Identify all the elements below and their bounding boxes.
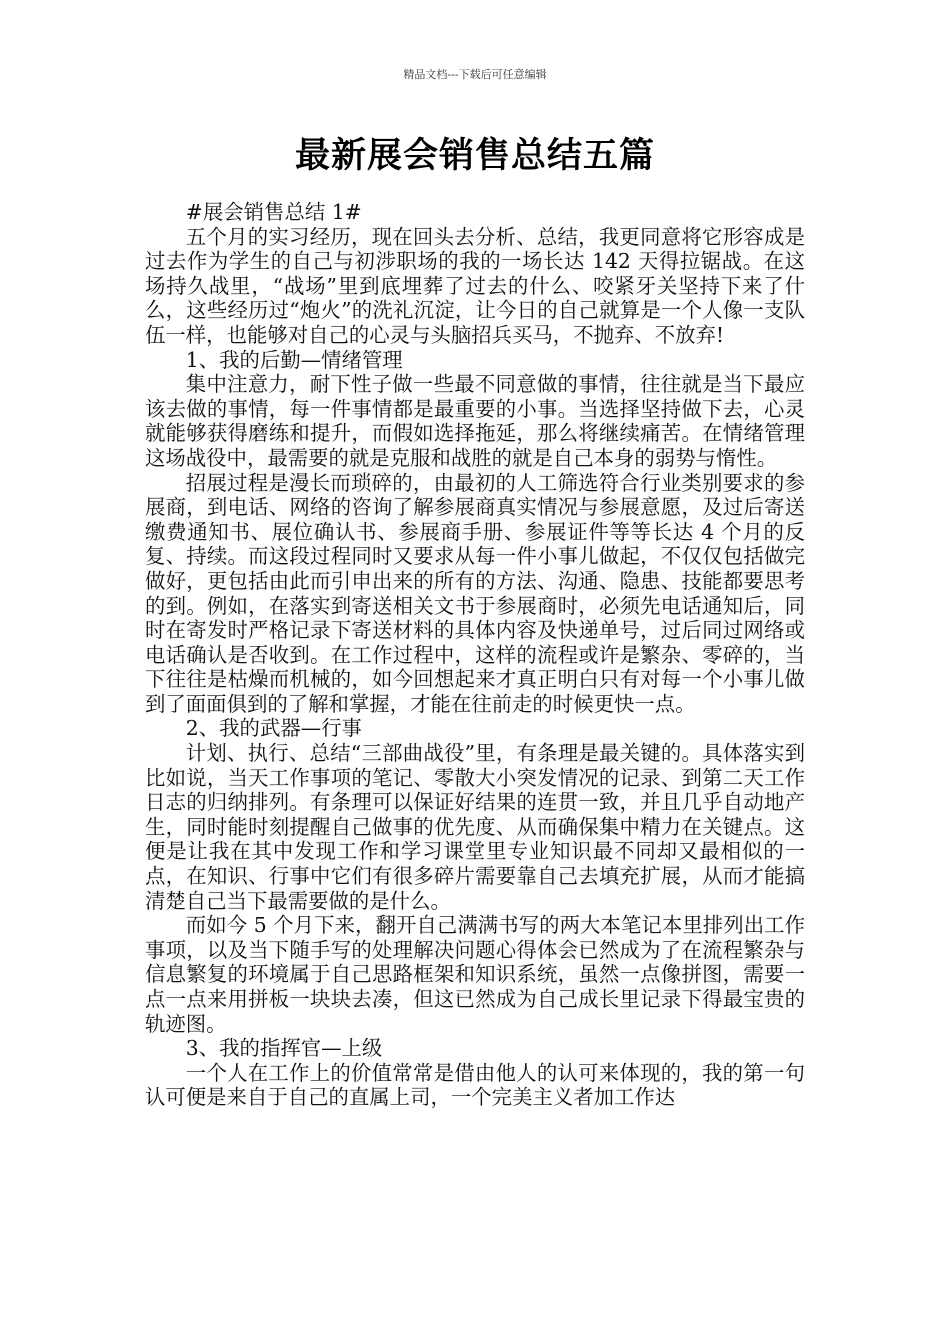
- paragraph: 计划、执行、总结“三部曲战役”里，有条理是最关键的。具体落实到比如说，当天工作事项的笔记、零散大小突发情况的记录、到第二天工作日志的归纳排列。有条理可以保证好结果的连贯一致，并且几乎自动地产生，同时能时刻提醒自己做事的优先度、从而确保集中精力在关键点。这便是让我在其中发现工作和学习课堂里专业知识最不同却又最相似的一点，在知识、行事中它们有很多碎片需要靠自己去填充扩展，从而才能搞清楚自己当下最需要做的是什么。: [145, 741, 805, 913]
- section-heading: 2、我的武器—行事: [185, 716, 362, 741]
- section-heading: 3、我的指挥官—上级: [185, 1036, 383, 1061]
- document-title: 最新展会销售总结五篇: [294, 136, 655, 176]
- section-heading: #展会销售总结 1#: [185, 200, 362, 224]
- paragraph: 五个月的实习经历，现在回头去分析、总结，我更同意将它形容成是过去作为学生的自己与初涉职场的我的一场长达 142 天得拉锯战。在这场持久战里，“战场”里到底埋葬了过去的什么、咬紧牙关坚持下来了什么，这些经历过“炮火”的洗礼沉淀，让今日的自己就算是一个人像一支队伍一样，也能够对自己的心灵与头脑招兵买马，不抛弃、不放弃!: [145, 224, 805, 347]
- section-heading: 1、我的后勤—情绪管理: [185, 347, 403, 372]
- paragraph: 一个人在工作上的价值常常是借由他人的认可来体现的，我的第一句认可便是来自于自己的直属上司，一个完美主义者加工作达: [145, 1060, 805, 1110]
- paragraph: 集中注意力，耐下性子做一些最不同意做的事情，往往就是当下最应该去做的事情，每一件事情都是最重要的小事。当选择坚持做下去，心灵就能够获得磨练和提升，而假如选择拖延，那么将继续痛苦。在情绪管理这场战役中，最需要的就是克服和战胜的就是自己本身的弱势与惰性。: [145, 372, 805, 470]
- header-note: 精品文档---下载后可任意编辑: [403, 68, 547, 81]
- paragraph: 而如今 5 个月下来，翻开自己满满书写的两大本笔记本里排列出工作事项，以及当下随手写的处理解决问题心得体会已然成为了在流程繁杂与信息繁复的环境属于自己思路框架和知识系统，虽然一点像拼图，需要一点一点来用拼板一块块去凑，但这已然成为自己成长里记录下得最宝贵的轨迹图。: [145, 913, 805, 1036]
- document-body: [145, 200, 805, 1110]
- paragraph: 招展过程是漫长而琐碎的，由最初的人工筛选符合行业类别要求的参展商，到电话、网络的咨询了解参展商真实情况与参展意愿，及过后寄送缴费通知书、展位确认书、参展商手册、参展证件等等长达 4 个月的反复、持续。而这段过程同时又要求从每一件小事儿做起，不仅仅包括做完做好，更包括由此而引申出来的所有的方法、沟通、隐患、技能都要思考的到。例如，在落实到寄送相关文书于参展商时，必须先电话通知后，同时在寄发时严格记录下寄送材料的具体内容及快递单号，过后同过网络或电话确认是否收到。在工作过程中，这样的流程或许是繁杂、零碎的，当下往往是枯燥而机械的，如今回想起来才真正明白只有对每一个小事儿做到了面面俱到的了解和掌握，才能在往前走的时候更快一点。: [145, 470, 805, 716]
